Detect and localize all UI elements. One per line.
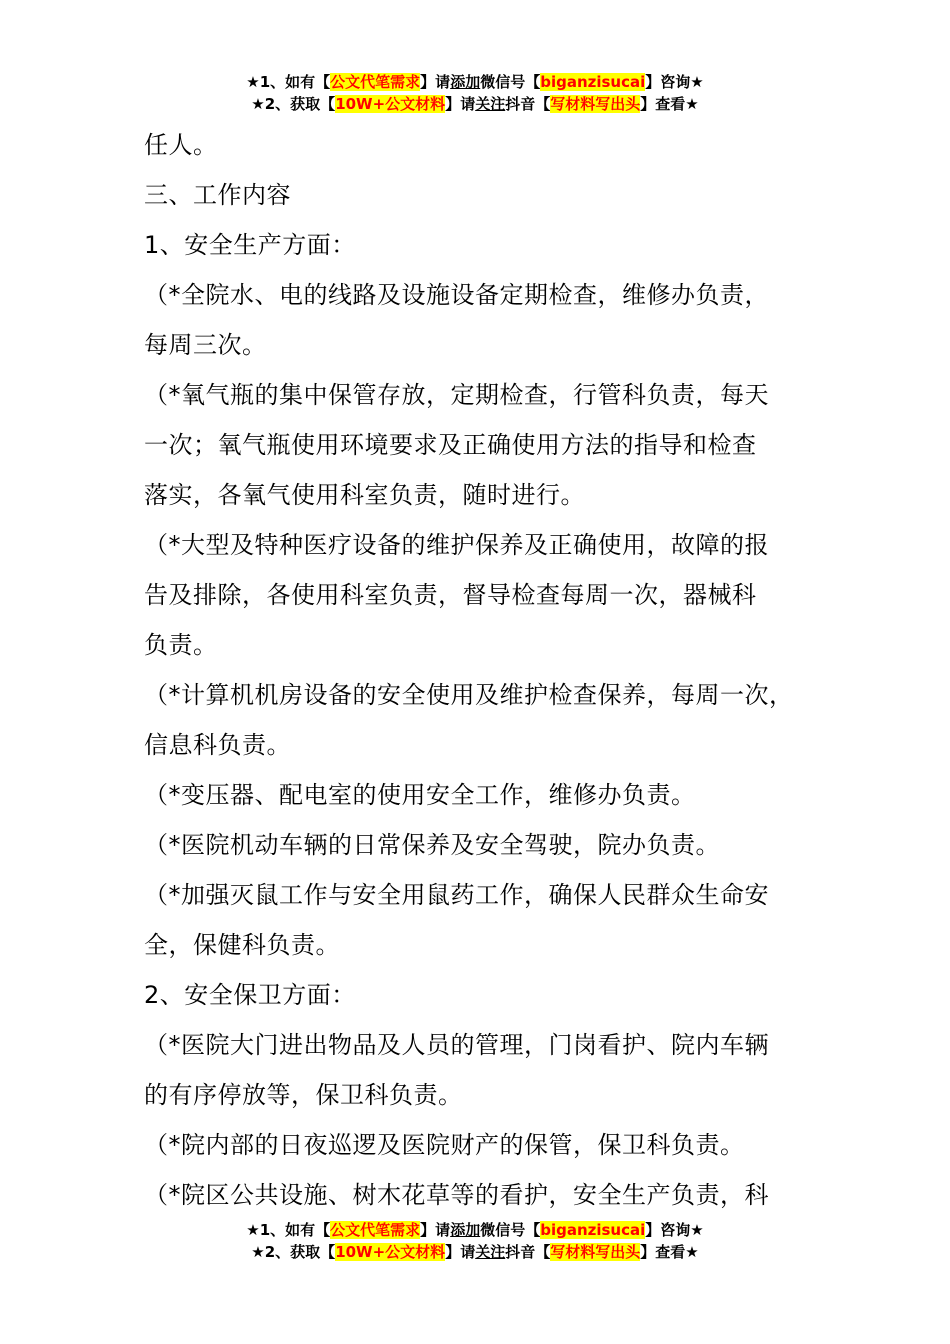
underlined-text: 添加	[450, 73, 481, 91]
banner-line-1: ★1、如有【公文代笔需求】请添加微信号【biganzisucai】咨询★	[246, 1221, 704, 1239]
document-body	[144, 120, 834, 1220]
body-line: （*加强灭鼠工作与安全用鼠药工作，确保人民群众生命安	[144, 881, 769, 909]
underlined-text: 添加	[450, 1221, 481, 1239]
body-line: 全，保健科负责。	[144, 931, 340, 959]
body-line: （*医院机动车辆的日常保养及安全驾驶，院办负责。	[144, 831, 720, 859]
subsection-heading: 2、安全保卫方面：	[144, 981, 356, 1009]
top-banner	[0, 71, 950, 115]
banner-line-1: ★1、如有【公文代笔需求】请添加微信号【biganzisucai】咨询★	[246, 73, 704, 91]
section-heading: 三、工作内容	[144, 181, 291, 209]
douyin-id: 写材料写出头	[550, 1243, 641, 1261]
body-line: （*全院水、电的线路及设施设备定期检查，维修办负责，	[144, 281, 769, 309]
douyin-id: 写材料写出头	[550, 95, 641, 113]
body-line: （*院区公共设施、树木花草等的看护，安全生产负责，科	[144, 1181, 769, 1209]
highlight-text: 10W+公文材料	[335, 1243, 446, 1261]
body-line: （*大型及特种医疗设备的维护保养及正确使用，故障的报	[144, 531, 769, 559]
highlight-text: 公文代笔需求	[330, 1221, 421, 1239]
wechat-id: biganzisucai	[540, 1221, 646, 1239]
body-line: 告及排除，各使用科室负责，督导检查每周一次，器械科	[144, 581, 757, 609]
body-line: 一次；氧气瓶使用环境要求及正确使用方法的指导和检查	[144, 431, 757, 459]
body-line: （*院内部的日夜巡逻及医院财产的保管，保卫科负责。	[144, 1131, 745, 1159]
highlight-text: 10W+公文材料	[335, 95, 446, 113]
banner-line-2: ★2、获取【10W+公文材料】请关注抖音【写材料写出头】查看★	[251, 95, 699, 113]
body-line: 每周三次。	[144, 331, 267, 359]
underlined-text: 关注	[475, 95, 506, 113]
body-line: 信息科负责。	[144, 731, 291, 759]
subsection-heading: 1、安全生产方面：	[144, 231, 356, 259]
body-line: 落实，各氧气使用科室负责，随时进行。	[144, 481, 585, 509]
highlight-text: 公文代笔需求	[330, 73, 421, 91]
underlined-text: 关注	[475, 1243, 506, 1261]
body-line: 的有序停放等，保卫科负责。	[144, 1081, 463, 1109]
bottom-banner	[0, 1219, 950, 1263]
body-line: （*变压器、配电室的使用安全工作，维修办负责。	[144, 781, 696, 809]
wechat-id: biganzisucai	[540, 73, 646, 91]
body-line: 任人。	[144, 131, 218, 159]
body-line: （*医院大门进出物品及人员的管理，门岗看护、院内车辆	[144, 1031, 769, 1059]
body-line: 负责。	[144, 631, 218, 659]
banner-line-2: ★2、获取【10W+公文材料】请关注抖音【写材料写出头】查看★	[251, 1243, 699, 1261]
body-line: （*计算机机房设备的安全使用及维护检查保养，每周一次，	[144, 681, 794, 709]
body-line: （*氧气瓶的集中保管存放，定期检查，行管科负责，每天	[144, 381, 769, 409]
